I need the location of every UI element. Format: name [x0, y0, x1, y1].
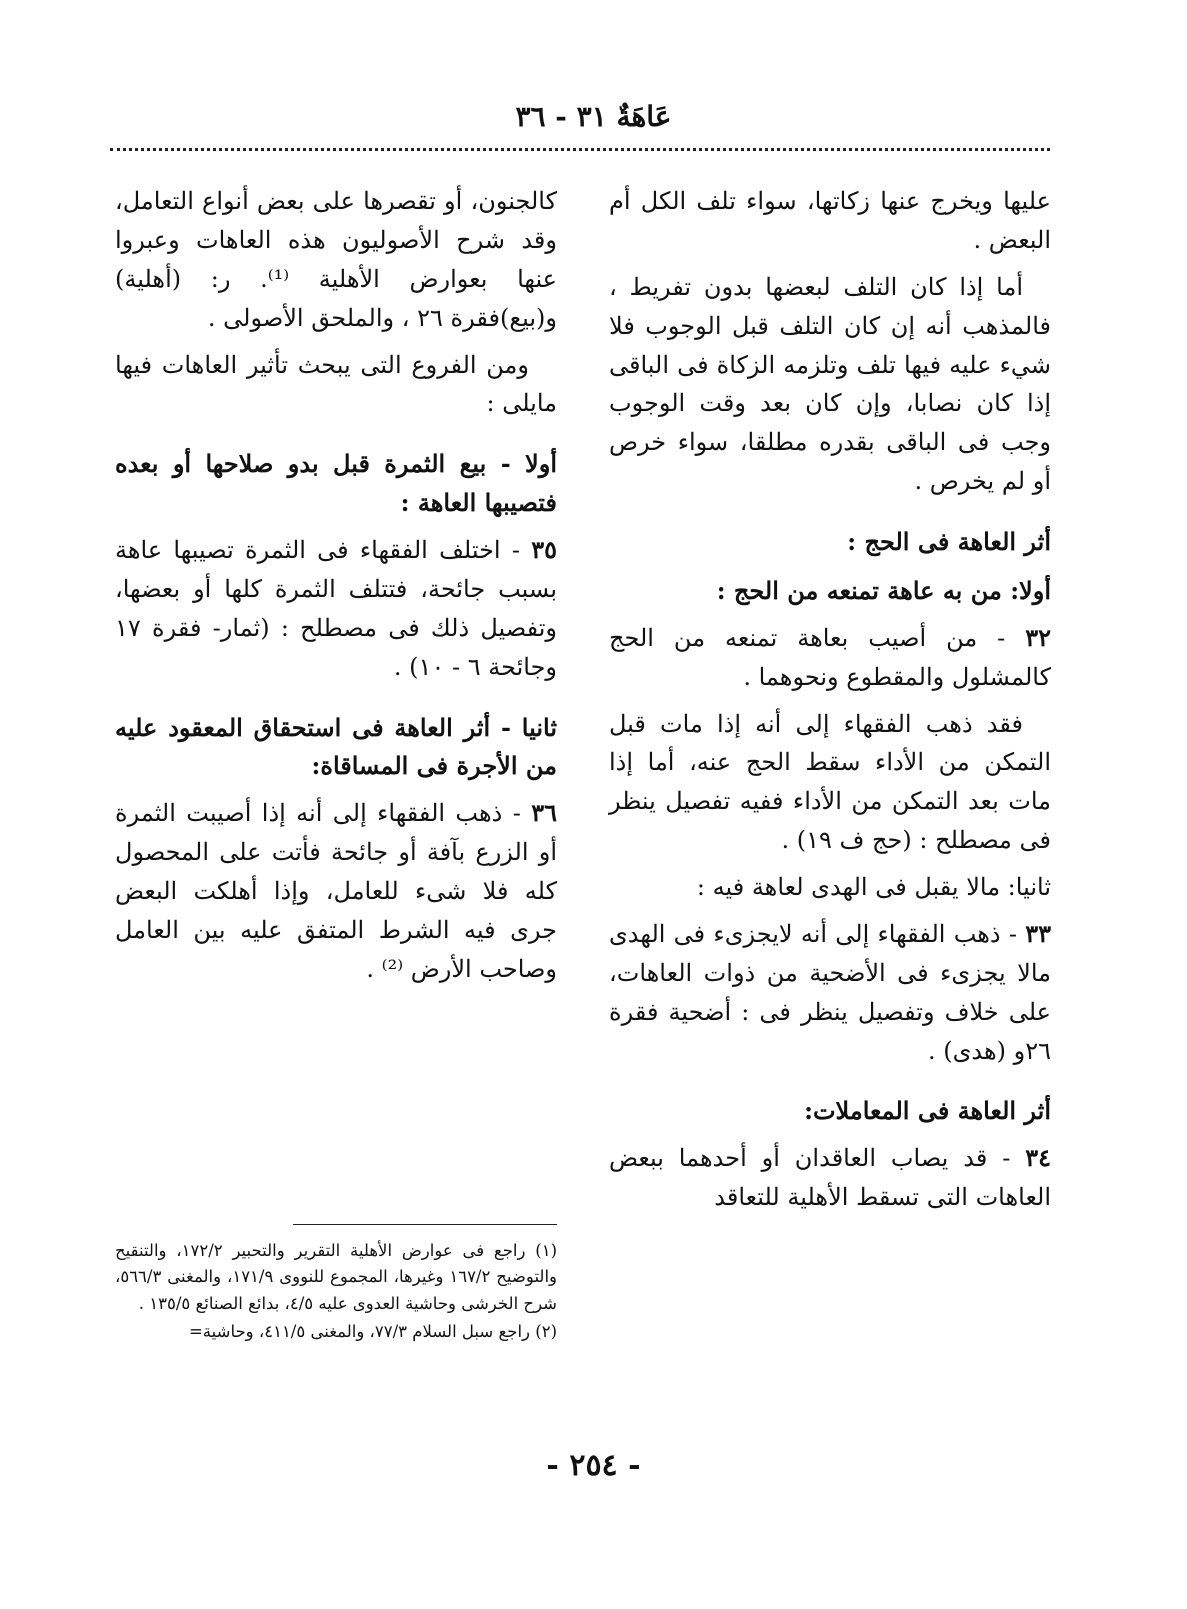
- paragraph-35: [115, 531, 557, 687]
- paragraph-number: ٣٦: [531, 798, 557, 828]
- paragraph-number: ٣٥: [531, 535, 557, 564]
- paragraph-34: [609, 1139, 1051, 1217]
- subheading-hajj-2: ثانيا: مالا يقبل فى الهدى لعاهة فيه :: [696, 873, 1051, 901]
- section-heading-1: أولا - بيع الثمرة قبل بدو صلاحها أو بعده فتصيبها العاهة :: [115, 449, 557, 518]
- paragraph-number: ٣٢: [1025, 622, 1051, 652]
- section-heading-muamalat: أثر العاهة فى المعاملات:: [804, 1096, 1051, 1126]
- paragraph-number: ٣٤: [1025, 1143, 1051, 1173]
- left-column: [115, 182, 557, 997]
- paragraph: عليها ويخرج عنها زكاتها، سواء تلف الكل أم البعض .: [609, 187, 1051, 254]
- paragraph-number: ٣٣: [1025, 918, 1051, 948]
- paragraph-text: - ذهب الفقهاء إلى أنه إذا أصيبت الثمرة أو الزرع بآفة أو جائحة فأتت على المحصول كله فلا شىء للعامل، وإذا أهلكت البعض جرى فيه الشرط المتفق عليه بين العامل وصاحب الأرض ⁽²⁾ .: [115, 799, 557, 983]
- paragraph-text: - اختلف الفقهاء فى الثمرة تصيبها عاهة بسبب جائحة، فتتلف الثمرة كلها أو بعضها، وتفصيل ذلك فى مصطلح : (ثمار- فقرة ١٧ وجائحة ٦ - ١٠) .: [115, 536, 558, 681]
- footnote-2: (٢) راجع سبل السلام ٧٧/٣، والمغنى ٤١١/٥، وحاشية=: [188, 1322, 557, 1342]
- paragraph: كالجنون، أو تقصرها على بعض أنواع التعامل، وقد شرح الأصوليون هذه العاهات وعبروا عنها بعوارض الأهلية ⁽¹⁾. ر: (أهلية) و(بيع)فقرة ٢٦ ، والملحق الأصولى .: [115, 187, 558, 332]
- section-heading-2: ثانيا - أثر العاهة فى استحقاق المعقود عليه من الأجرة فى المساقاة:: [115, 712, 557, 781]
- paragraph: فقد ذهب الفقهاء إلى أنه إذا مات قبل التمكن من الأداء سقط الحج عنه، أما إذا مات بعد التمكن من الأداء ففيه تفصيل ينظر فى مصطلح : (حج ف ١٩) .: [609, 709, 1051, 855]
- right-column: [609, 182, 1051, 1225]
- footnote-separator: [293, 1224, 557, 1225]
- paragraph-33: [609, 915, 1051, 1071]
- footnote-1: (١) راجع فى عوارض الأهلية التقرير والتحبير ١٧٢/٢، والتنقيح والتوضيح ١٦٧/٢ وغيرها، المجموع للنووى ١٧١/٩، والمغنى ٥٦٦/٣، شرح الخرشى وحاشية العدوى عليه ٤/٥، بدائع الصنائع ١٣٥/٥ .: [115, 1241, 557, 1313]
- page-number: - ٢٥٤ -: [546, 1448, 641, 1483]
- paragraph: أما إذا كان التلف لبعضها بدون تفريط ، فالمذهب أنه إن كان التلف قبل الوجوب فلا شيء عليه فيها تلف وتلزمه الزكاة فى الباقى إذا كان نصابا، وإن كان بعد وقت الوجوب وجب فى الباقى بقدره مطلقا، سواء خرص أو لم يخرص .: [609, 272, 1051, 496]
- section-heading-hajj: أثر العاهة فى الحج :: [847, 527, 1051, 556]
- paragraph-32: [609, 619, 1051, 697]
- running-title: عَاهَةٌ ٣١ - ٣٦: [515, 100, 672, 133]
- footnotes: [115, 1238, 557, 1348]
- paragraph-text: - قد يصاب العاقدان أو أحدهما ببعض العاهات التى تسقط الأهلية للتعاقد: [609, 1144, 1051, 1212]
- paragraph-36: [115, 794, 557, 988]
- header-dotted-rule: [110, 148, 1050, 151]
- subheading-hajj-1: أولا: من به عاهة تمنعه من الحج :: [716, 575, 1051, 605]
- paragraph-text: - ذهب الفقهاء إلى أنه لايجزىء فى الهدى مالا يجزىء فى الأضحية من ذوات العاهات، على خلاف وتفصيل ينظر فى : أضحية فقرة ٢٦و (هدى) .: [609, 919, 1051, 1065]
- paragraph: ومن الفروع التى يبحث تأثير العاهات فيها مايلى :: [115, 350, 557, 418]
- paragraph-text: - من أصيب بعاهة تمنعه من الحج كالمشلول والمقطوع ونحوهما .: [609, 623, 1051, 691]
